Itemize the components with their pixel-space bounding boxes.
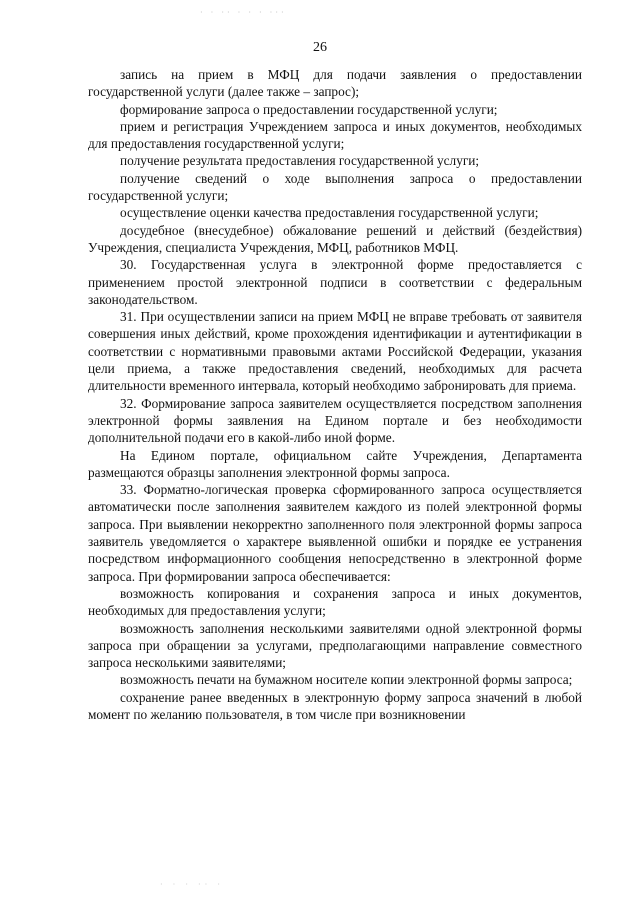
paragraph: осуществление оценки качества предоставления государственной услуги; — [120, 205, 539, 221]
paragraph-section-33: 33. Форматно-логическая проверка сформированного запроса осуществляется автоматически после заполнения заявителем каждого из полей электронной формы запроса. При выявлении некорректно заполненного поля электронной формы запроса заявитель уведомляется о характере выявленной ошибки и порядке ее устранения посредством информационного сообщения непосредственно в электронной форме запроса. При формировании запроса обеспечивается: — [88, 482, 582, 584]
scan-artifact-bottom: · · · ·· · — [160, 880, 224, 889]
paragraph-section-30: 30. Государственная услуга в электронной форме предоставляется с применением простой электронной подписи в соответствии с федеральным законодательством. — [88, 257, 582, 307]
paragraph: возможность копирования и сохранения запроса и иных документов, необходимых для предоставления услуги; — [88, 585, 582, 619]
paragraph: формирование запроса о предоставлении государственной услуги; — [120, 101, 498, 117]
paragraph-section-32: 32. Формирование запроса заявителем осуществляется посредством заполнения электронной формы заявления на Едином портале и без необходимости дополнительной подачи его в какой-либо иной форме. — [88, 395, 582, 446]
paragraph: возможность печати на бумажном носителе копии электронной формы запроса; — [120, 672, 573, 688]
paragraph: На Едином портале, официальном сайте Учреждения, Департамента размещаются образцы заполнения электронной формы запроса. — [88, 447, 582, 480]
paragraph-section-31: 31. При осуществлении записи на прием МФЦ не вправе требовать от заявителя совершения иных действий, кроме прохождения идентификации и аутентификации в соответствии с нормативными правовыми актами Российской Федерации, указания цели приема, а также предоставления сведений, необходимых для расчета длительности временного интервала, который необходимо забронировать для приема. — [88, 309, 582, 394]
paragraph: досудебное (внесудебное) обжалование решений и действий (бездействия) Учреждения, специалиста Учреждения, МФЦ, работников МФЦ. — [88, 222, 582, 255]
paragraph: получение сведений о ходе выполнения запроса о предоставлении государственной услуги; — [88, 170, 582, 204]
paragraph: запись на прием в МФЦ для подачи заявления о предоставлении государственной услуги (далее также – запрос); — [88, 67, 582, 100]
scan-artifact-top: · · ·· · · · ··· — [200, 8, 287, 17]
paragraph: сохранение ранее введенных в электронную форму запроса значений в любой момент по желанию пользователя, в том числе при возникновении — [88, 689, 582, 722]
paragraph: возможность заполнения несколькими заявителями одной электронной формы запроса при обращении за услугами, предполагающими направление совместного запроса несколькими заявителями; — [88, 620, 582, 671]
paragraph: прием и регистрация Учреждением запроса и иных документов, необходимых для предоставления государственной услуги; — [88, 118, 582, 152]
document-body — [88, 66, 582, 723]
paragraph: получение результата предоставления государственной услуги; — [120, 153, 480, 169]
page-number: 26 — [313, 40, 327, 55]
